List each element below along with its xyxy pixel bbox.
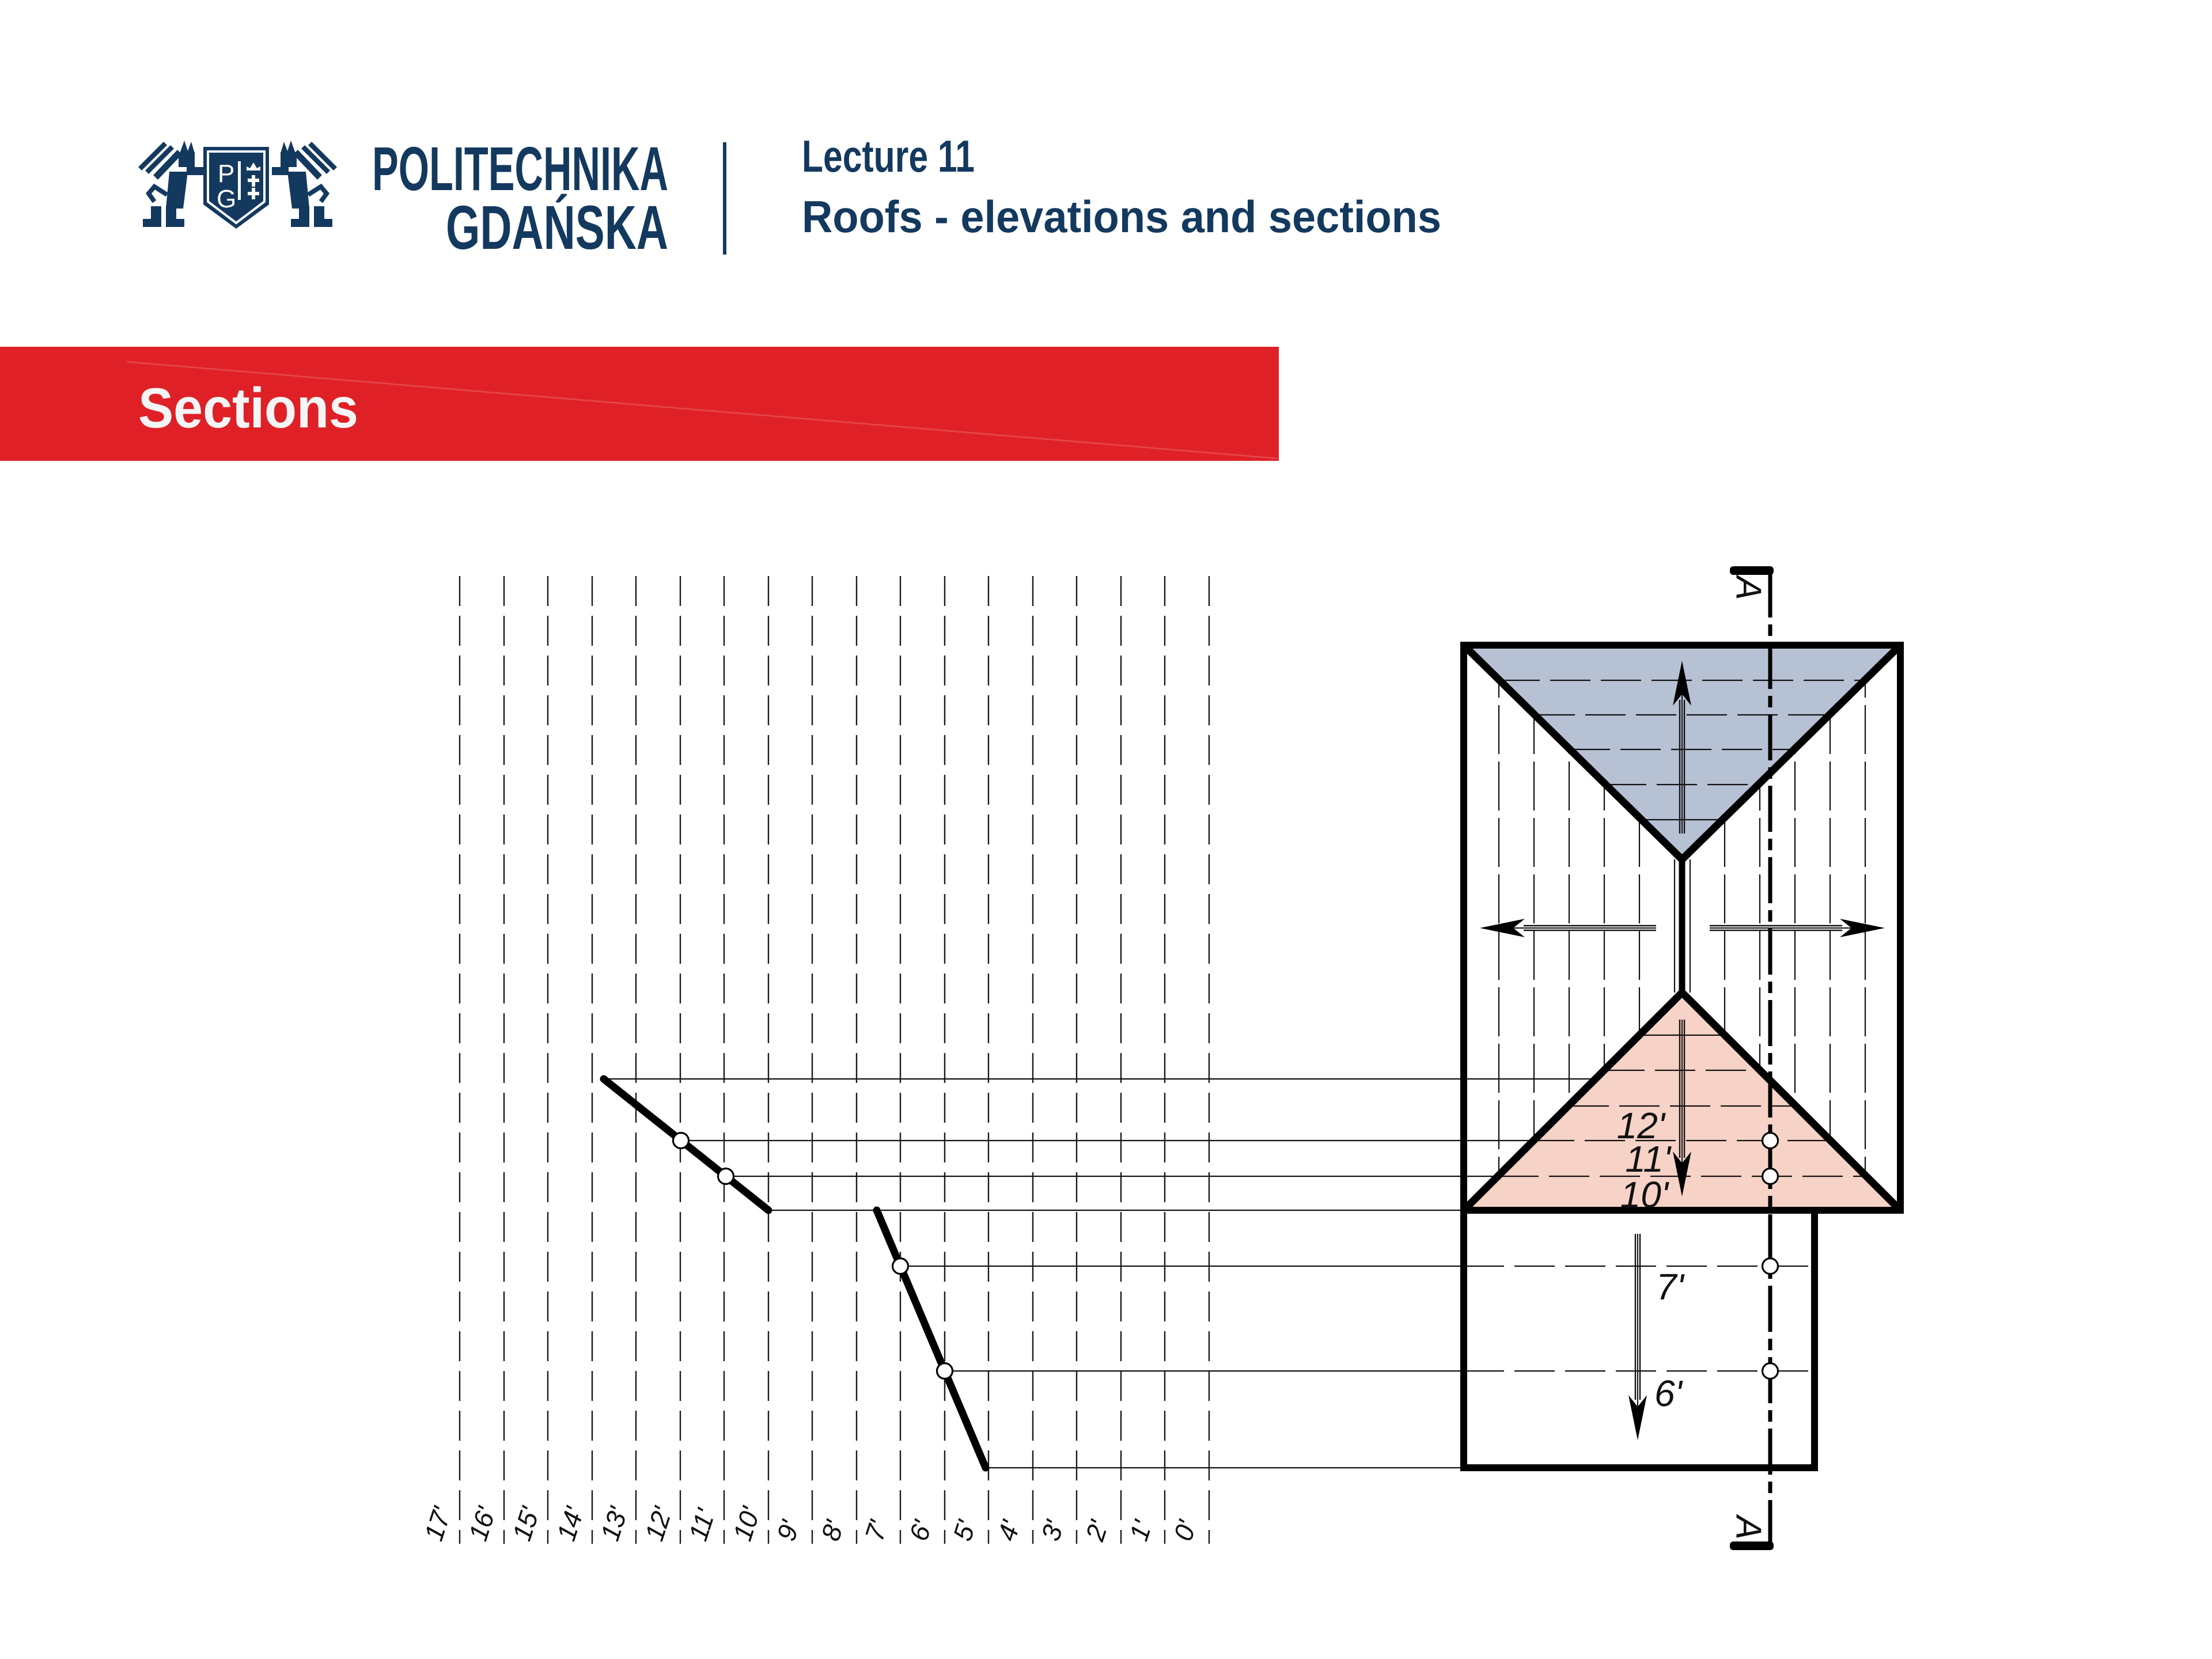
grid-label: 17': [418, 1503, 457, 1545]
slope-arrow-left: [1480, 919, 1656, 937]
grid-label: 10': [727, 1503, 766, 1545]
grid-label: 14': [551, 1503, 590, 1545]
grid-label: 8': [815, 1517, 850, 1545]
grid-label: 6': [903, 1517, 938, 1545]
lion-left-icon: [138, 141, 203, 227]
grid-label: 3': [1035, 1517, 1070, 1545]
point-marker: [1763, 1133, 1778, 1149]
point-marker: [1763, 1363, 1778, 1379]
banner-title: Sections: [138, 376, 358, 440]
annex-level-lines: [1464, 1266, 1815, 1371]
section-line-cap-bottom: [1730, 1541, 1774, 1550]
grid-label: 4': [991, 1517, 1026, 1545]
point-marker: [893, 1259, 908, 1274]
label-level-11: 11': [1625, 1138, 1671, 1180]
slope-arrow-right: [1710, 919, 1885, 937]
university-name-line1: POLITECHNIKA: [372, 134, 668, 203]
section-label-bottom: A: [1728, 1516, 1768, 1540]
grid-label: 2': [1080, 1517, 1114, 1545]
point-marker: [673, 1133, 689, 1149]
section-line-cap-top: [1730, 566, 1774, 575]
label-level-10: 10': [1620, 1174, 1668, 1215]
section-label-top: A: [1728, 576, 1768, 600]
section-profile-annex-roof: [877, 1210, 986, 1468]
shield-monogram-g: G: [217, 185, 237, 213]
grid-label: 7': [859, 1517, 893, 1545]
slope-arrow-down-annex: [1628, 1234, 1647, 1440]
lion-body: [166, 172, 188, 209]
grid-label: 13': [594, 1503, 634, 1545]
projection-grid: [460, 576, 1209, 1544]
grid-label: 11': [683, 1506, 721, 1545]
point-marker: [718, 1169, 734, 1184]
point-marker: [937, 1363, 953, 1379]
shield-divider: [238, 161, 241, 200]
logo-shield: [203, 147, 269, 229]
grid-label: 1': [1123, 1517, 1158, 1545]
transfer-lines: [604, 1079, 1596, 1468]
grid-label: 16': [463, 1503, 502, 1545]
university-logo: [138, 141, 337, 229]
header: [138, 131, 1441, 262]
lion-hindleg: [143, 206, 161, 227]
lion-right-icon: [272, 141, 337, 227]
label-level-12: 12': [1616, 1105, 1665, 1146]
university-name-line2: GDAŃSKA: [446, 192, 668, 262]
shield-monogram-p: P: [218, 160, 235, 188]
lion-foreleg: [187, 167, 203, 175]
projection-grid-labels: [418, 1502, 1202, 1545]
grid-label: 5': [947, 1517, 982, 1545]
grid-label: 0': [1168, 1517, 1202, 1545]
lecture-title: Lecture 11: [802, 131, 975, 181]
lion-ears: [180, 141, 195, 153]
point-marker: [1763, 1169, 1778, 1184]
grid-label: 12': [639, 1503, 678, 1545]
label-level-7: 7': [1656, 1266, 1684, 1308]
roof-sections-drawing: [418, 566, 1900, 1550]
label-level-6: 6': [1654, 1373, 1682, 1414]
grid-label: 15': [506, 1503, 546, 1545]
point-marker: [1763, 1259, 1778, 1274]
lion-tail: [149, 187, 167, 202]
lion-hindleg: [166, 206, 184, 227]
section-banner: [0, 347, 1279, 461]
grid-label: 9': [771, 1517, 805, 1545]
slope-arrows: [1480, 661, 1885, 1440]
lecture-subtitle: Roofs - elevations and sections: [802, 191, 1441, 242]
